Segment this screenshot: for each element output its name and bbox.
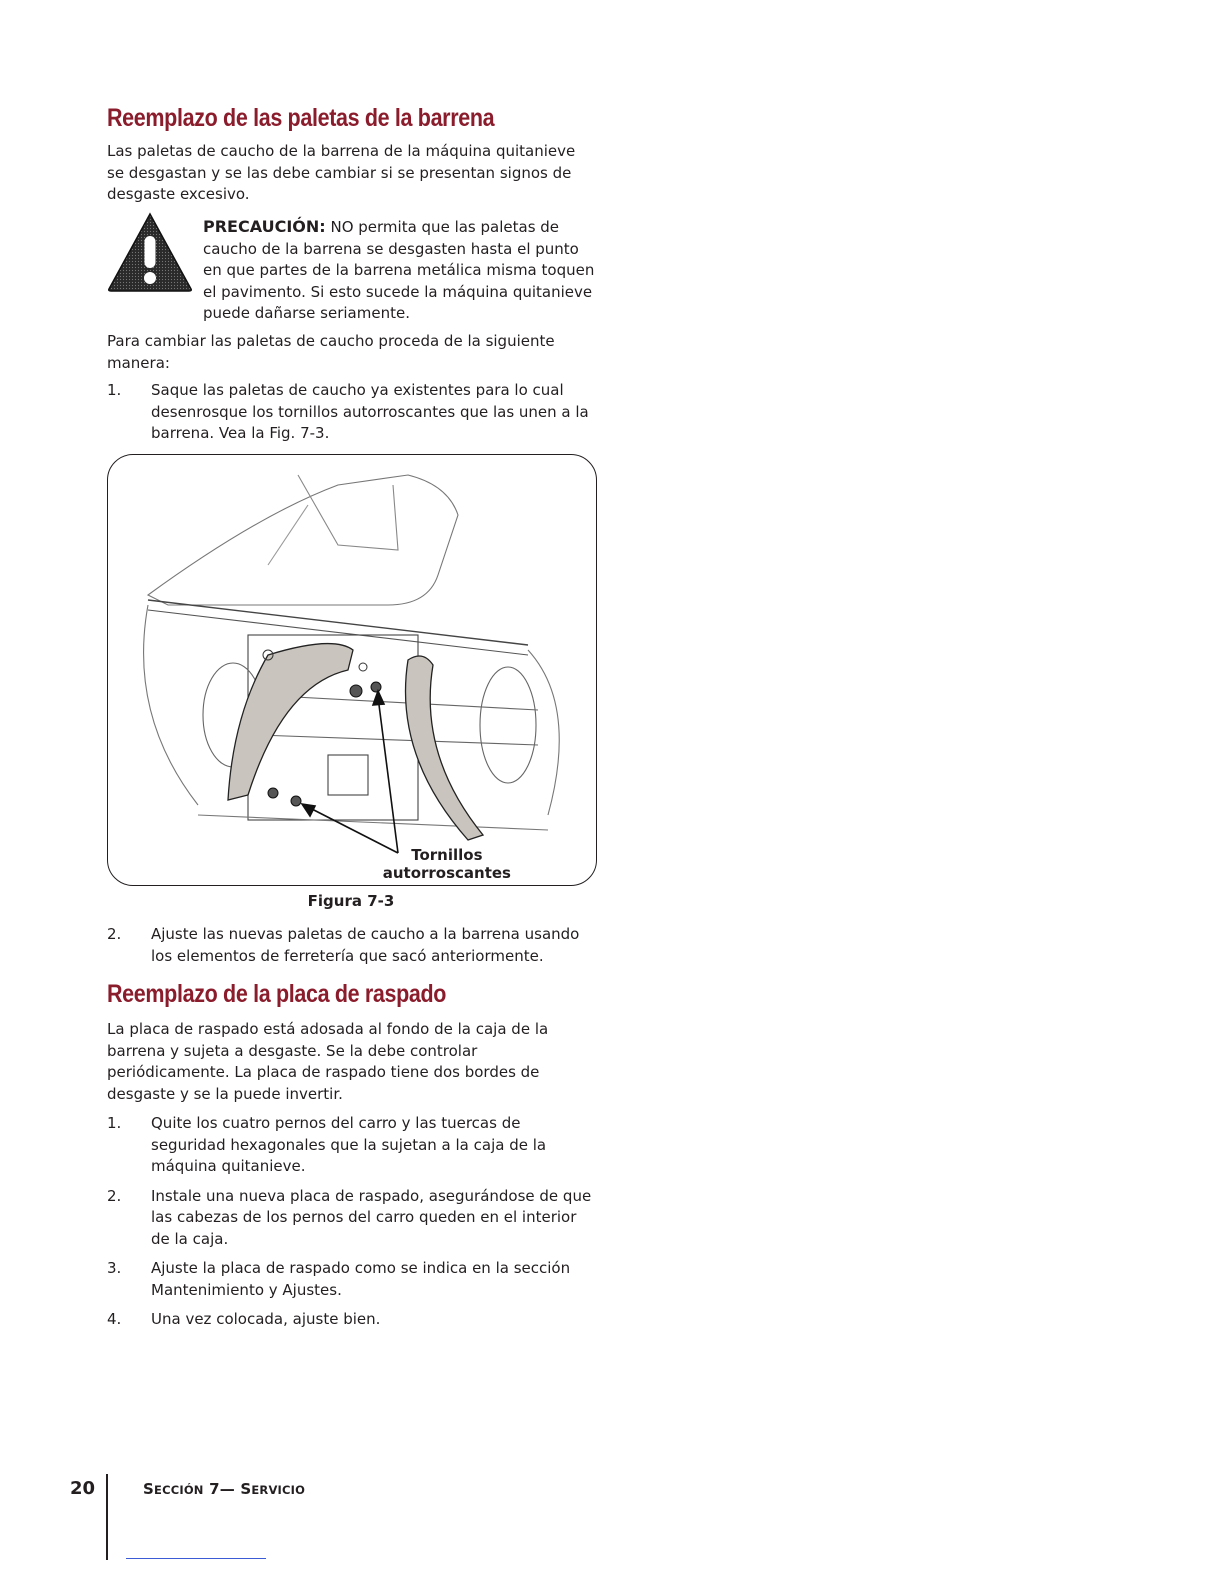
step-number: 2. [107,925,122,943]
caution-block [107,212,595,322]
step-text: Ajuste la placa de raspado como se indica en la sección Mantenimiento y Ajustes. [151,1259,571,1299]
section-label-number: 7— [203,1480,241,1498]
step-text: Una vez colocada, ajuste bien. [151,1310,381,1328]
list-item [107,1309,595,1331]
figure-7-3 [107,454,597,886]
page-number: 20 [70,1478,96,1499]
auger-steps-list-a [107,380,595,445]
footer-divider [106,1474,108,1560]
list-item [107,380,595,445]
list-item [107,924,595,967]
step-number: 4. [107,1310,122,1328]
section-label [143,1480,305,1498]
section-name-initial: S [240,1480,252,1498]
step-number: 1. [107,1114,122,1132]
caution-body: NO permita que las paletas de caucho de la barrena se desgasten hasta el punto en que partes de la barrena metálica misma toquen el pavimento. Si esto sucede la máquina quitanieve puede dañarse seriamente. [203,218,595,322]
figure-caption: Figura 7-3 [307,892,395,910]
step-text: Saque las paletas de caucho ya existentes para lo cual desenrosque los tornillos autorroscantes que las unen a la barrena. Vea la Fig. 7-3. [151,381,589,442]
section-label-initial: S [143,1480,155,1498]
step-number: 3. [107,1259,122,1277]
warning-triangle-icon [107,212,193,292]
scraper-steps-list [107,1113,595,1331]
list-item [107,1113,595,1178]
figure-callout [383,846,511,882]
auger-illustration [108,455,596,885]
caution-label: PRECAUCIÓN: [203,217,326,236]
caution-text [203,216,595,325]
step-text: Ajuste las nuevas paletas de caucho a la barrena usando los elementos de ferretería que sacó anteriormente. [151,925,580,965]
callout-line-1: Tornillos [411,846,483,864]
section-intro-scraper-plate: La placa de raspado está adosada al fondo de la caja de la barrena y sujeta a desgaste. Se la debe controlar periódicamente. La placa de raspado tiene dos bordes de desgaste y se la puede invertir. [107,1020,549,1103]
step-number: 2. [107,1186,122,1205]
section-title-auger-paddles: Reemplazo de las paletas de la barrena [107,104,495,132]
section-label-word: ECCIÓN [154,1483,204,1497]
step-text: Instale una nueva placa de raspado, asegurándose de que las cabezas de los pernos del carro queden en el interior de la caja. [151,1186,592,1248]
auger-steps-list-b [107,924,595,967]
procedure-lead: Para cambiar las paletas de caucho proceda de la siguiente manera: [107,332,555,372]
section-intro-auger-paddles: Las paletas de caucho de la barrena de la máquina quitanieve se desgastan y se las debe cambiar si se presentan signos de desgaste excesivo. [107,142,576,203]
step-number: 1. [107,381,122,399]
section-name-word: ERVICIO [251,1483,306,1497]
list-item [107,1186,595,1251]
step-text: Quite los cuatro pernos del carro y las tuercas de seguridad hexagonales que la sujetan a la caja de la máquina quitanieve. [151,1114,547,1175]
callout-line-2: autorroscantes [382,864,511,882]
bottom-link-rule [126,1558,266,1559]
list-item [107,1258,595,1301]
section-title-scraper-plate: Reemplazo de la placa de raspado [107,980,447,1008]
